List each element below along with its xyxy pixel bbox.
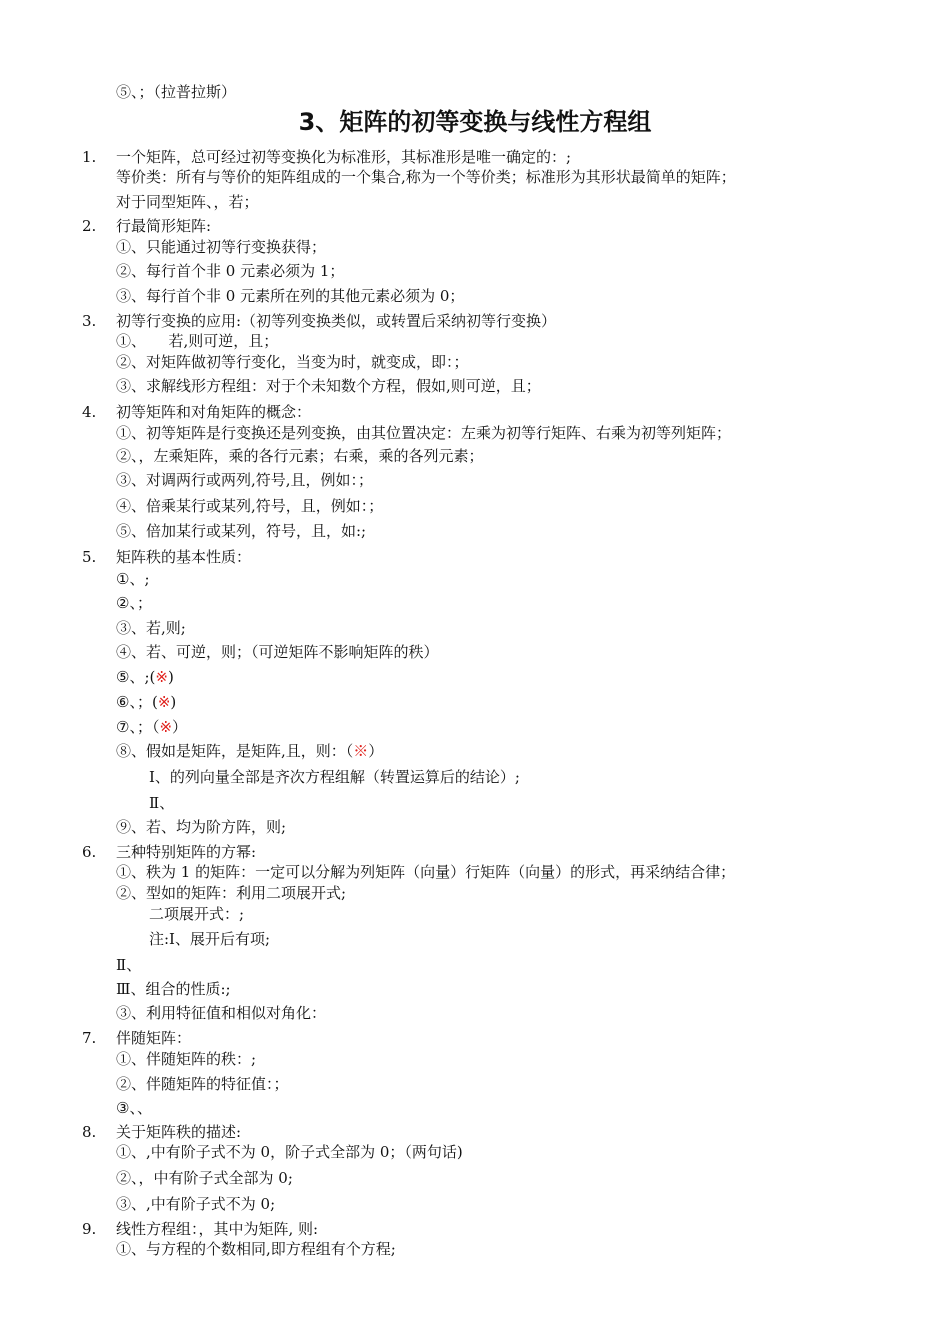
item-number: 5. <box>82 548 97 566</box>
item-6-line: 三种特别矩阵的方幂: <box>116 843 257 861</box>
item-5-marked-line <box>116 693 176 711</box>
line-text: ⑧、假如是矩阵，是矩阵,且，则：（ <box>116 742 354 760</box>
item-number: 2. <box>82 217 97 235</box>
item-3-line: 初等行变换的应用:（初等列变换类似，或转置后采纳初等行变换） <box>116 312 557 330</box>
item-8-line: ①、,中有阶子式不为 0，阶子式全部为 0；（两句话) <box>116 1143 463 1161</box>
note-mark: ※ <box>353 742 369 760</box>
item-1-line: 一个矩阵，总可经过初等变换化为标准形，其标准形是唯一确定的：; <box>116 148 572 166</box>
item-number: 7. <box>82 1029 97 1047</box>
item-3-line: ②、对矩阵做初等行变化，当变为时，就变成，即：； <box>116 353 469 371</box>
item-5-marked-line <box>116 718 187 736</box>
item-3-line: ③、求解线形方程组：对于个未知数个方程，假如,则可逆，且； <box>116 377 541 395</box>
item-6-line: ①、秩为 1 的矩阵：一定可以分解为列矩阵（向量）行矩阵（向量）的形式，再采纳结合律； <box>116 863 736 881</box>
item-2-line: ③、每行首个非 0 元素所在列的其他元素必须为 0； <box>116 287 465 305</box>
item-5-marked-line <box>116 742 383 760</box>
item-8-line: ②、，中有阶子式全部为 0; <box>116 1169 293 1187</box>
item-9-line: ①、与方程的个数相同,即方程组有个方程; <box>116 1240 396 1258</box>
line-text: ） <box>172 718 188 736</box>
item-4-line: 初等矩阵和对角矩阵的概念： <box>116 403 312 421</box>
item-number: 9. <box>82 1220 97 1238</box>
item-6-line: ②、型如的矩阵：利用二项展开式; <box>116 884 347 902</box>
item-4-line: ④、倍乘某行或某列,符号，且，例如：； <box>116 497 384 515</box>
item-4-line: ③、对调两行或两列,符号,且，例如：； <box>116 471 374 489</box>
item-2-line: ①、只能通过初等行变换获得； <box>116 238 327 256</box>
item-6-sub-line: 二项展开式：; <box>149 905 245 923</box>
item-5-marked-line <box>116 668 174 686</box>
item-7-line: 伴随矩阵： <box>116 1029 192 1047</box>
item-2-line: ②、每行首个非 0 元素必须为 1； <box>116 262 345 280</box>
section-title: 3、矩阵的初等变换与线性方程组 <box>298 108 652 136</box>
item-5-line: ③、若,则; <box>116 619 186 637</box>
item-5-sub-line: Ⅰ、的列向量全部是齐次方程组解（转置运算后的结论）; <box>149 768 520 786</box>
item-7-line: ③、、 <box>116 1099 152 1117</box>
line-text: ⑦、；（ <box>116 718 160 736</box>
item-4-line: ⑤、倍加某行或某列，符号，且，如:; <box>116 522 367 540</box>
item-5-sub-line: Ⅱ、 <box>149 794 175 812</box>
item-5-line: ②、； <box>116 594 152 612</box>
item-number: 6. <box>82 843 97 861</box>
item-6-line: ③、利用特征值和相似对角化： <box>116 1004 327 1022</box>
item-number: 8. <box>82 1123 97 1141</box>
previous-item-line: ⑤、；（拉普拉斯） <box>116 83 237 101</box>
item-8-line: ③、,中有阶子式不为 0; <box>116 1195 276 1213</box>
item-9-line: 线性方程组：，其中为矩阵, 则: <box>116 1220 319 1238</box>
note-mark: ※ <box>155 668 168 686</box>
item-7-line: ②、伴随矩阵的特征值：； <box>116 1075 289 1093</box>
item-8-line: 关于矩阵秩的描述: <box>116 1123 242 1141</box>
item-4-line: ①、初等矩阵是行变换还是列变换，由其位置决定：左乘为初等行矩阵、右乘为初等列矩阵； <box>116 424 732 442</box>
item-7-line: ①、伴随矩阵的秩：; <box>116 1050 257 1068</box>
item-6-line: Ⅲ、组合的性质:; <box>116 980 231 998</box>
item-5-line: ①、; <box>116 570 150 588</box>
item-number: 1. <box>82 148 97 166</box>
line-text: ⑤、;( <box>116 668 156 686</box>
item-number: 3. <box>82 312 97 330</box>
note-mark: ※ <box>159 718 173 736</box>
item-3-line: ①、 若,则可逆，且； <box>116 332 279 350</box>
line-text: ) <box>170 693 177 711</box>
line-text: ) <box>167 668 174 686</box>
item-4-line: ②、，左乘矩阵，乘的各行元素；右乘，乘的各列元素； <box>116 447 484 465</box>
note-mark: ※ <box>157 693 171 711</box>
item-number: 4. <box>82 403 97 421</box>
item-5-line: ④、若、可逆，则；（可逆矩阵不影响矩阵的秩） <box>116 643 439 661</box>
item-5-line: ⑨、若、均为阶方阵，则; <box>116 818 287 836</box>
item-6-line: Ⅱ、 <box>116 956 142 974</box>
line-text: ⑥、；( <box>116 693 158 711</box>
item-6-sub-line: 注:Ⅰ、展开后有项; <box>149 930 271 948</box>
item-5-line: 矩阵秩的基本性质： <box>116 548 252 566</box>
item-1-line: 等价类：所有与等价的矩阵组成的一个集合,称为一个等价类；标准形为其形状最简单的矩阵； <box>116 168 736 186</box>
item-1-line: 对于同型矩阵、，若； <box>116 193 259 211</box>
item-2-line: 行最简形矩阵: <box>116 217 212 235</box>
line-text: ） <box>368 742 384 760</box>
